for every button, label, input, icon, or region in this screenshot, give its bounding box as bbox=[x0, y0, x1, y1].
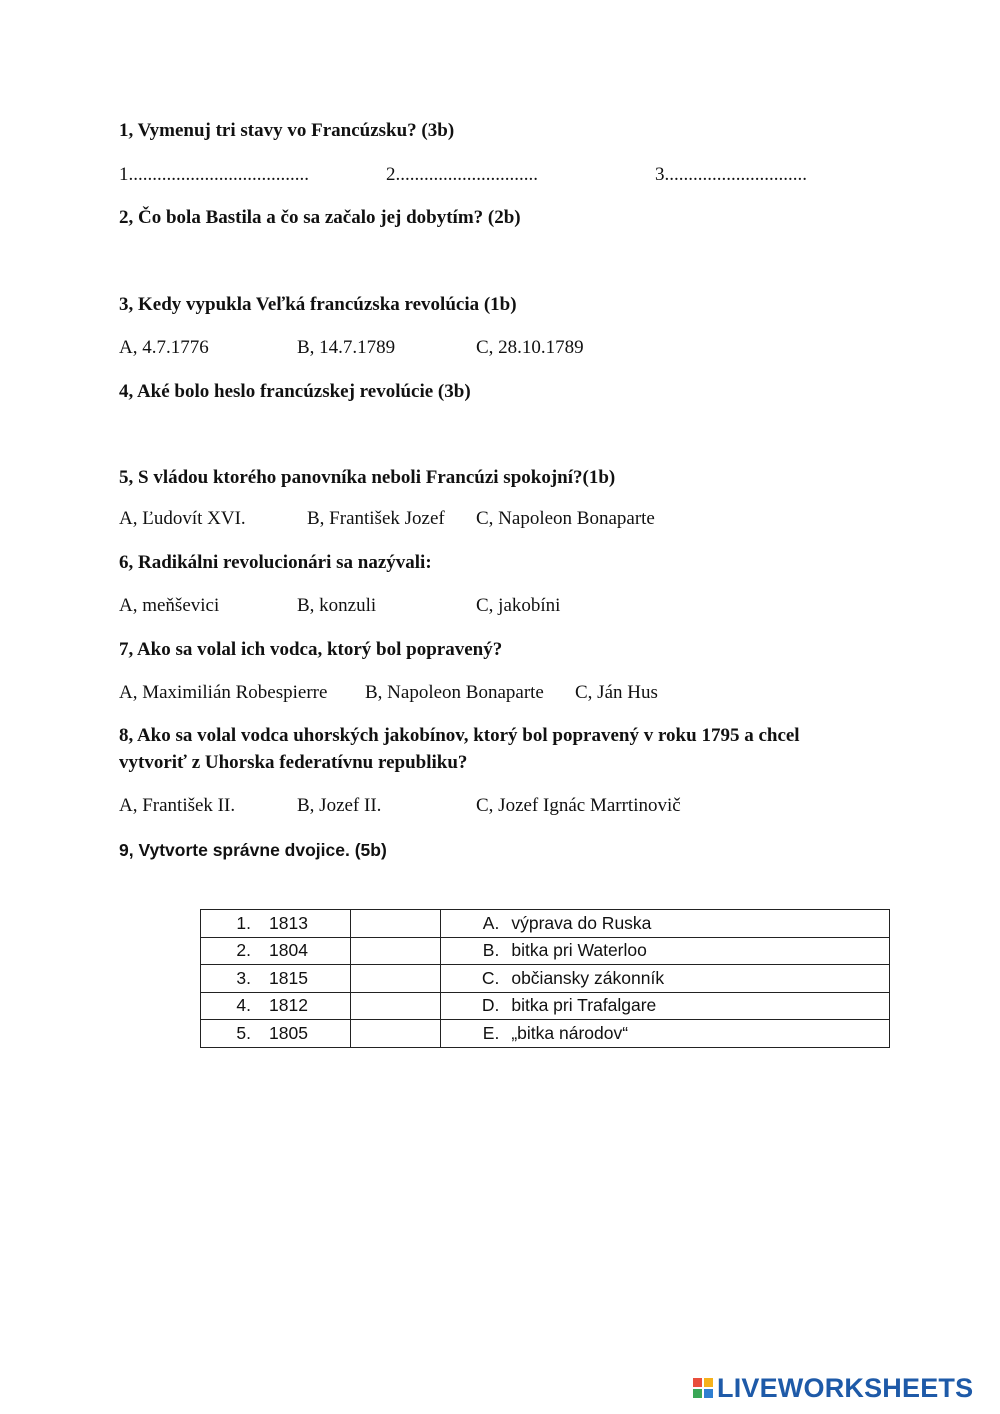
q8-option-c[interactable]: C, Jozef Ignác Marrtinovič bbox=[476, 795, 681, 816]
answer-blank-3[interactable]: 3.............................. bbox=[655, 164, 807, 185]
event-cell bbox=[441, 965, 890, 993]
event-text: občiansky zákonník bbox=[511, 967, 665, 988]
question-1: 1, Vymenuj tri stavy vo Francúzsku? (3b) bbox=[119, 120, 455, 141]
event-letter: D. bbox=[481, 995, 500, 1016]
q5-option-b[interactable]: B, František Jozef bbox=[307, 508, 445, 529]
question-8-line-1: 8, Ako sa volal vodca uhorských jakobínov, ktorý bol popravený v roku 1795 a chcel bbox=[119, 725, 800, 746]
liveworksheets-logo bbox=[693, 1374, 973, 1402]
q5-option-c[interactable]: C, Napoleon Bonaparte bbox=[476, 508, 655, 529]
year-cell bbox=[201, 937, 351, 965]
logo-grid-icon bbox=[693, 1378, 713, 1398]
question-7: 7, Ako sa volal ich vodca, ktorý bol popravený? bbox=[119, 639, 503, 660]
year-cell bbox=[201, 965, 351, 993]
answer-blank-1[interactable]: 1...................................... bbox=[119, 164, 309, 185]
year-cell bbox=[201, 910, 351, 938]
year: 1805 bbox=[269, 1022, 308, 1043]
q7-option-c[interactable]: C, Ján Hus bbox=[575, 682, 658, 703]
answer-cell[interactable] bbox=[350, 992, 441, 1020]
year: 1812 bbox=[269, 995, 308, 1016]
question-8-line-2: vytvoriť z Uhorska federatívnu republiku? bbox=[119, 752, 468, 773]
event-text: výprava do Ruska bbox=[511, 912, 652, 933]
year-cell bbox=[201, 1020, 351, 1048]
row-number: 3. bbox=[236, 967, 251, 988]
question-6: 6, Radikálni revolucionári sa nazývali: bbox=[119, 552, 432, 573]
year: 1804 bbox=[269, 940, 308, 961]
q3-option-a[interactable]: A, 4.7.1776 bbox=[119, 337, 209, 358]
row-number: 2. bbox=[236, 940, 251, 961]
event-letter: B. bbox=[482, 940, 500, 961]
question-3: 3, Kedy vypukla Veľká francúzska revolúcia (1b) bbox=[119, 294, 517, 315]
q3-option-b[interactable]: B, 14.7.1789 bbox=[297, 337, 396, 358]
event-text: bitka pri Trafalgare bbox=[511, 995, 657, 1016]
q8-option-b[interactable]: B, Jozef II. bbox=[297, 795, 382, 816]
table-row bbox=[201, 965, 890, 993]
event-letter: E. bbox=[482, 1022, 500, 1043]
table-row bbox=[201, 937, 890, 965]
answer-cell[interactable] bbox=[350, 965, 441, 993]
event-cell bbox=[441, 910, 890, 938]
q6-option-b[interactable]: B, konzuli bbox=[297, 595, 377, 616]
q7-option-b[interactable]: B, Napoleon Bonaparte bbox=[365, 682, 544, 703]
answer-cell[interactable] bbox=[350, 1020, 441, 1048]
table-row bbox=[201, 1020, 890, 1048]
q7-option-a[interactable]: A, Maximilián Robespierre bbox=[119, 682, 328, 703]
row-number: 5. bbox=[236, 1022, 251, 1043]
table-row bbox=[201, 992, 890, 1020]
q6-option-a[interactable]: A, meňševici bbox=[119, 595, 220, 616]
event-cell bbox=[441, 937, 890, 965]
answer-cell[interactable] bbox=[350, 910, 441, 938]
row-number: 4. bbox=[236, 995, 251, 1016]
question-4: 4, Aké bolo heslo francúzskej revolúcie (3b) bbox=[119, 381, 471, 402]
q5-option-a[interactable]: A, Ľudovít XVI. bbox=[119, 508, 246, 529]
event-letter: A. bbox=[482, 912, 500, 933]
q8-option-a[interactable]: A, František II. bbox=[119, 795, 236, 816]
event-cell bbox=[441, 1020, 890, 1048]
event-text: bitka pri Waterloo bbox=[511, 940, 647, 961]
event-cell bbox=[441, 992, 890, 1020]
question-9: 9, Vytvorte správne dvojice. (5b) bbox=[119, 840, 387, 860]
q6-option-c[interactable]: C, jakobíni bbox=[476, 595, 561, 616]
year: 1815 bbox=[269, 967, 308, 988]
row-number: 1. bbox=[236, 912, 251, 933]
matching-table bbox=[200, 909, 890, 1048]
table-row bbox=[201, 910, 890, 938]
q3-option-c[interactable]: C, 28.10.1789 bbox=[476, 337, 584, 358]
year: 1813 bbox=[269, 912, 308, 933]
logo-text: LIVEWORKSHEETS bbox=[717, 1372, 974, 1403]
question-5: 5, S vládou ktorého panovníka neboli Francúzi spokojní?(1b) bbox=[119, 467, 616, 488]
answer-cell[interactable] bbox=[350, 937, 441, 965]
year-cell bbox=[201, 992, 351, 1020]
question-2: 2, Čo bola Bastila a čo sa začalo jej dobytím? (2b) bbox=[119, 207, 521, 228]
event-letter: C. bbox=[481, 967, 500, 988]
answer-blank-2[interactable]: 2.............................. bbox=[386, 164, 538, 185]
event-text: „bitka národov“ bbox=[511, 1022, 629, 1043]
